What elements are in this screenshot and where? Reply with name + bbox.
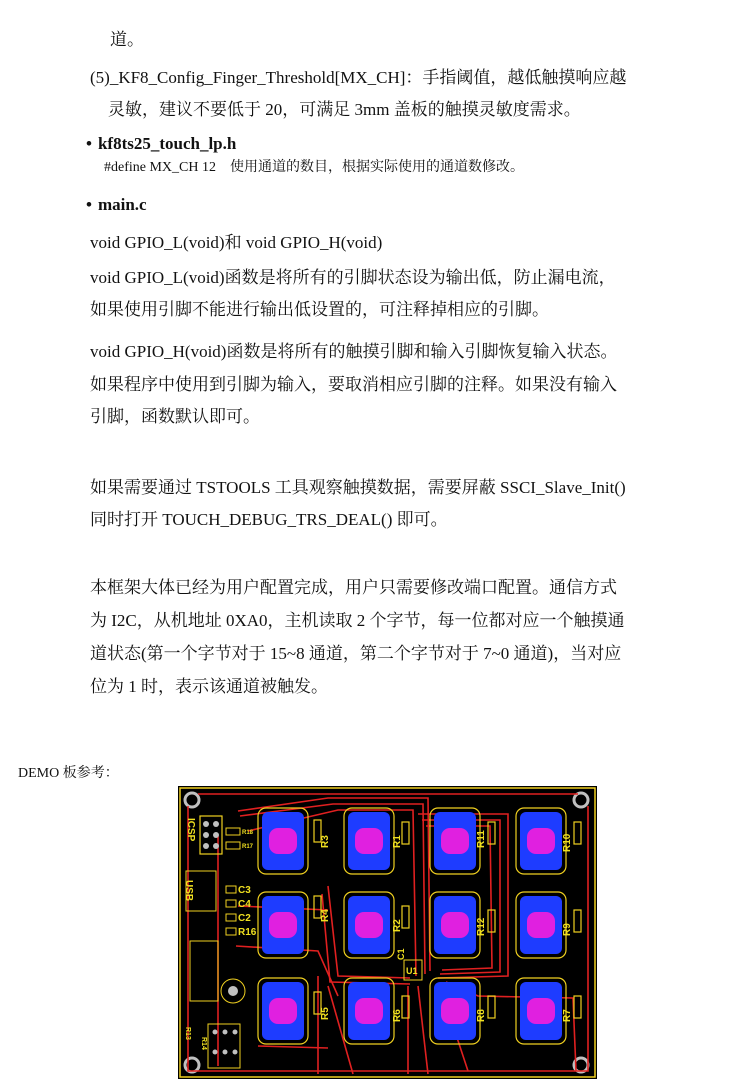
heading-text: kf8ts25_touch_lp.h bbox=[97, 134, 237, 153]
resistor-r9-footprint bbox=[574, 910, 581, 932]
header-pin bbox=[233, 1050, 238, 1055]
crystal-center bbox=[228, 986, 238, 996]
mount-hole bbox=[185, 1058, 199, 1072]
touch-pad bbox=[344, 808, 394, 874]
touch-pad-center bbox=[527, 828, 555, 854]
header-pin bbox=[203, 843, 209, 849]
touch-pad-center bbox=[441, 828, 469, 854]
silk-r10: R10 bbox=[562, 833, 573, 852]
touch-pad-center bbox=[527, 912, 555, 938]
header-pin bbox=[213, 1030, 218, 1035]
demo-board-caption: DEMO 板参考： bbox=[18, 766, 119, 781]
silk-r11: R11 bbox=[476, 830, 487, 848]
silk-usb: USB bbox=[183, 880, 194, 902]
silk-r18: R18 bbox=[242, 830, 254, 836]
silk-r7: R7 bbox=[562, 1009, 573, 1022]
touch-pad bbox=[430, 892, 480, 958]
touch-pad-center bbox=[441, 912, 469, 938]
touch-pad bbox=[430, 808, 480, 874]
touch-pad bbox=[258, 978, 308, 1044]
touch-pad bbox=[258, 808, 308, 874]
resistor-r1-footprint bbox=[402, 822, 409, 844]
silk-r1: R1 bbox=[392, 835, 403, 848]
header-pin bbox=[223, 1030, 228, 1035]
tstools-note-line2: 同时打开 TOUCH_DEBUG_TRS_DEAL() 即可。 bbox=[90, 510, 448, 529]
silk-icsp: ICSP bbox=[185, 818, 196, 842]
gpio-h-desc-line2: 如果程序中使用到引脚为输入，要取消相应引脚的注释。如果没有输入 bbox=[90, 375, 617, 394]
misc-pins bbox=[213, 986, 239, 1055]
touch-pad bbox=[258, 892, 308, 958]
demo-board-image bbox=[178, 786, 597, 1079]
gpio-l-desc-line1: void GPIO_L(void)函数是将所有的引脚状态设为输出低，防止漏电流， bbox=[90, 268, 616, 287]
silk-r6: R6 bbox=[392, 1009, 403, 1022]
header-pin bbox=[213, 1050, 218, 1055]
silk-u1: U1 bbox=[406, 966, 418, 976]
gpio-h-desc-line1: void GPIO_H(void)函数是将所有的触摸引脚和输入引脚恢复输入状态。 bbox=[90, 342, 618, 361]
touch-pad-center bbox=[355, 998, 383, 1024]
silk-c3: C3 bbox=[238, 885, 251, 896]
touch-pad bbox=[516, 978, 566, 1044]
trace bbox=[418, 986, 428, 1074]
framework-note-line2: 为 I2C，从机地址 0XA0，主机读取 2 个字节，每一位都对应一个触摸通 bbox=[90, 611, 625, 630]
heading-kf8ts25-touch-lp-h bbox=[86, 132, 236, 156]
header-pin bbox=[233, 1030, 238, 1035]
silk-r16: R16 bbox=[238, 927, 257, 938]
usb-pads-outline bbox=[190, 941, 218, 1001]
silk-r13: R13 bbox=[184, 1027, 191, 1040]
framework-note-line1: 本框架大体已经为用户配置完成，用户只需要修改端口配置。通信方式 bbox=[90, 578, 617, 597]
silk-r4: R4 bbox=[320, 909, 331, 922]
mount-hole bbox=[185, 793, 199, 807]
header-pin bbox=[223, 1050, 228, 1055]
resistor-r8-footprint bbox=[488, 996, 495, 1018]
gpio-l-desc-line2: 如果使用引脚不能进行输出低设置的，可注释掉相应的引脚。 bbox=[90, 300, 549, 319]
touch-pad bbox=[344, 978, 394, 1044]
define-mx-ch-line: #define MX_CH 12 使用通道的数目，根据实际使用的通道数修改。 bbox=[104, 160, 524, 175]
heading-main-c bbox=[86, 193, 147, 217]
touch-pad bbox=[516, 892, 566, 958]
silk-r12: R12 bbox=[476, 917, 487, 936]
touch-pad bbox=[344, 892, 394, 958]
silk-r9: R9 bbox=[562, 923, 573, 936]
touch-pad-center bbox=[355, 828, 383, 854]
mount-hole bbox=[574, 793, 588, 807]
gpio-functions-title: void GPIO_L(void)和 void GPIO_H(void) bbox=[90, 233, 383, 252]
silk-r5: R5 bbox=[320, 1007, 331, 1020]
silk-c2: C2 bbox=[238, 913, 251, 924]
resistor-r2-footprint bbox=[402, 906, 409, 928]
header-pin bbox=[213, 832, 219, 838]
silk-r8: R8 bbox=[476, 1009, 487, 1022]
resistor-r10-footprint bbox=[574, 822, 581, 844]
silk-r3: R3 bbox=[320, 835, 331, 848]
header-pin bbox=[203, 821, 209, 827]
heading-text: main.c bbox=[97, 195, 147, 214]
param-finger-threshold-line1: (5)_KF8_Config_Finger_Threshold[MX_CH]：手指阈值，越低触摸响应越 bbox=[90, 68, 627, 87]
bullet: • bbox=[86, 195, 92, 214]
silk-r2: R2 bbox=[392, 919, 403, 932]
silk-c4: C4 bbox=[238, 899, 251, 910]
silk-c1: C1 bbox=[396, 948, 406, 960]
resistor-r18-footprint bbox=[226, 828, 240, 835]
header-pin bbox=[203, 832, 209, 838]
framework-note-line4: 位为 1 时，表示该通道被触发。 bbox=[90, 677, 328, 696]
silk-r14: R14 bbox=[200, 1037, 207, 1050]
framework-note-line3: 道状态(第一个字节对于 15~8 通道，第二个字节对于 7~0 通道)，当对应 bbox=[90, 644, 622, 663]
touch-pad-center bbox=[269, 912, 297, 938]
resistor-r17-footprint bbox=[226, 842, 240, 849]
resistor-r16-footprint bbox=[226, 928, 236, 935]
param-finger-threshold-line2: 灵敏，建议不要低于 20，可满足 3mm 盖板的触摸灵敏度需求。 bbox=[108, 100, 581, 119]
gpio-h-desc-line3: 引脚，函数默认即可。 bbox=[90, 407, 260, 426]
capacitor-c2-footprint bbox=[226, 914, 236, 921]
resistor-r7-footprint bbox=[574, 996, 581, 1018]
header-pin bbox=[213, 843, 219, 849]
tstools-note-line1: 如果需要通过 TSTOOLS 工具观察触摸数据，需要屏蔽 SSCI_Slave_Init() bbox=[90, 478, 626, 497]
touch-pad-center bbox=[527, 998, 555, 1024]
para-continuation: 道。 bbox=[110, 30, 144, 49]
touch-pad bbox=[430, 978, 480, 1044]
header-pin bbox=[213, 821, 219, 827]
touch-pad-grid bbox=[258, 808, 566, 1044]
touch-pad-center bbox=[355, 912, 383, 938]
capacitor-c4-footprint bbox=[226, 900, 236, 907]
touch-pad-center bbox=[269, 828, 297, 854]
touch-pad-center bbox=[269, 998, 297, 1024]
capacitor-c3-footprint bbox=[226, 886, 236, 893]
touch-pad bbox=[516, 808, 566, 874]
touch-pad-center bbox=[441, 998, 469, 1024]
silk-r17: R17 bbox=[242, 844, 254, 850]
bullet: • bbox=[86, 134, 92, 153]
pcb-layout-figure bbox=[178, 786, 597, 1079]
